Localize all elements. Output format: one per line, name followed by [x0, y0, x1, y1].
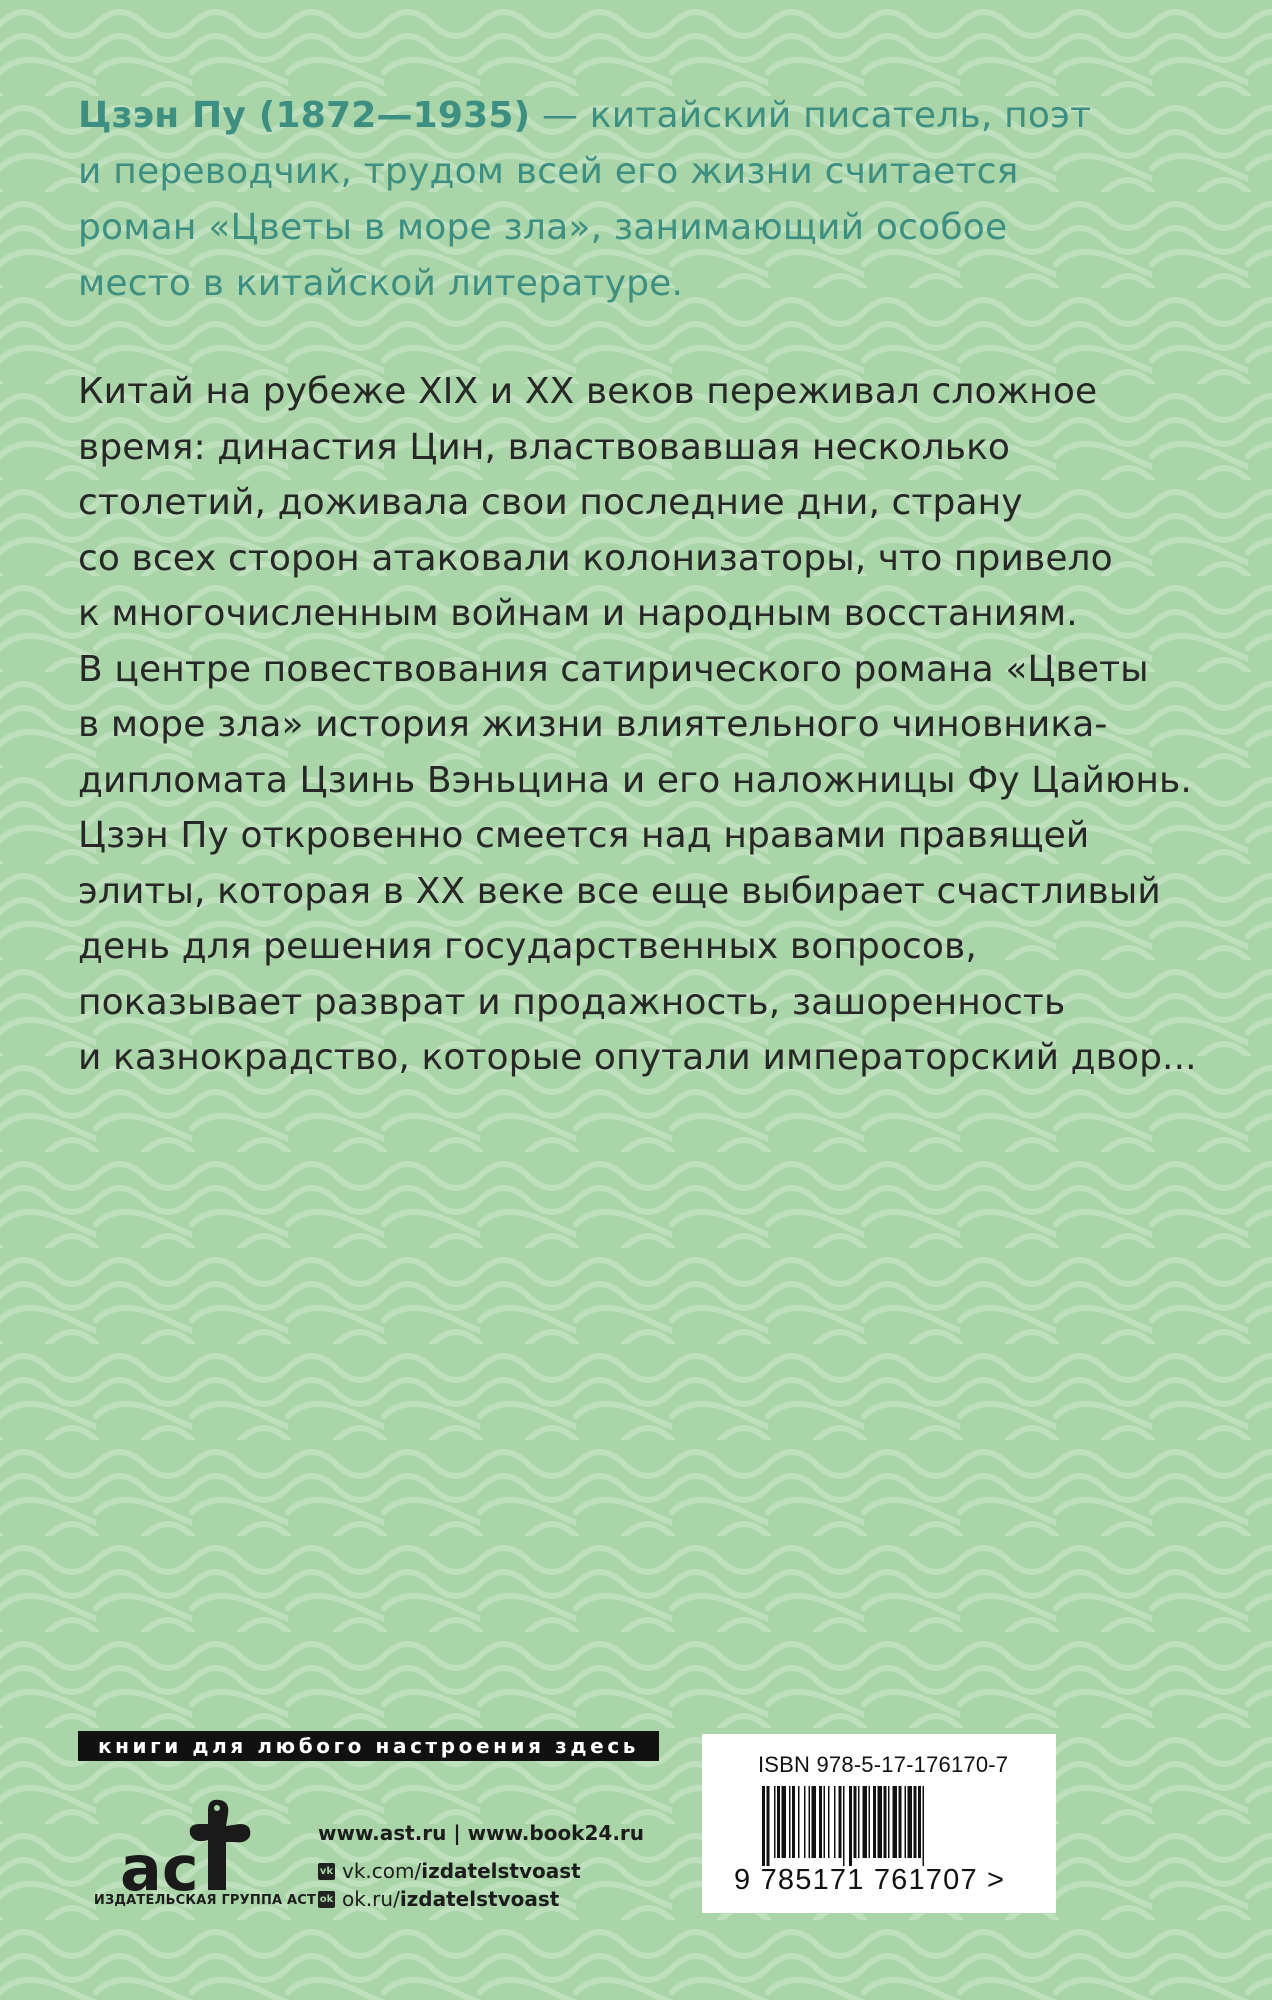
barcode-bar: [863, 1786, 868, 1858]
barcode-bar: [873, 1786, 876, 1858]
barcode-digits: 9 785171 761707 >: [734, 1864, 1006, 1896]
description-line: В центре повествования сатирического романа «Цветы: [78, 648, 1149, 690]
vk-link-handle: izdatelstvoast: [421, 1859, 581, 1883]
description-line: показывает разврат и продажность, зашоренность: [78, 981, 1066, 1023]
book-description: [78, 364, 1238, 1086]
barcode-bar: [812, 1786, 817, 1858]
barcode-bar: [819, 1786, 822, 1858]
description-line: и казнокрадство, которые опутали императорский двор...: [78, 1037, 1197, 1078]
barcode-bar: [824, 1786, 826, 1858]
barcode-bar: [905, 1786, 907, 1858]
barcode-bar: [914, 1786, 917, 1858]
barcode-bar: [762, 1786, 765, 1866]
author-blurb: [78, 88, 1228, 312]
vk-link-prefix: vk.com/: [342, 1859, 422, 1883]
barcode-bar: [809, 1786, 811, 1858]
barcode-bar: [782, 1786, 787, 1858]
description-line: Китай на рубеже XIX и XX веков переживал сложное: [78, 371, 1098, 412]
description-line: со всех сторон атаковали колонизаторы, что привело: [78, 537, 1113, 579]
barcode-bar: [858, 1786, 860, 1858]
barcode-bar: [804, 1786, 806, 1858]
barcode-bar: [798, 1786, 800, 1858]
barcode-bar: [899, 1786, 902, 1858]
description-line: к многочисленным войнам и народным восстаниям.: [78, 593, 1078, 634]
tagline-banner: книги для любого настроения здесь: [78, 1731, 659, 1761]
barcode-bar: [869, 1786, 871, 1858]
ok-icon: ok: [318, 1891, 335, 1908]
publisher-websites[interactable]: www.ast.ru | www.book24.ru: [318, 1821, 645, 1845]
barcode-bar: [843, 1786, 845, 1866]
logo-text: ac: [120, 1832, 199, 1905]
description-line: время: династия Цин, властвовавшая несколько: [78, 426, 1011, 468]
barcode-bar: [834, 1786, 836, 1858]
description-line: Цзэн Пу откровенно смеется над нравами правящей: [78, 815, 1090, 856]
barcode-bar: [854, 1786, 857, 1858]
barcode-bar: [884, 1786, 887, 1858]
barcode-bar: [923, 1786, 925, 1866]
description-line: дипломата Цзинь Вэньцина и его наложницы Фу Цайюнь.: [78, 759, 1192, 801]
barcode-bar: [777, 1786, 780, 1858]
ok-link-prefix: ok.ru/: [342, 1887, 400, 1911]
blurb-line: место в китайской литературе.: [78, 263, 684, 304]
blurb-line: и переводчик, трудом всей его жизни считается: [78, 151, 1019, 192]
barcode-bar: [878, 1786, 883, 1858]
description-line: элиты, которая в XX веке все еще выбирает счастливый: [78, 870, 1161, 912]
publisher-imprint: ИЗДАТЕЛЬСКАЯ ГРУППА АСТ: [93, 1893, 317, 1908]
isbn-label: ISBN 978-5-17-176170-7: [758, 1752, 1009, 1777]
barcode-box: [702, 1734, 1056, 1913]
blurb-line: — китайский писатель, поэт: [530, 95, 1092, 136]
blurb-line: роман «Цветы в море зла», занимающий особое: [78, 207, 1008, 248]
description-line: в море зла» история жизни влиятельного чиновника-: [78, 704, 1108, 745]
barcode-bar: [918, 1786, 921, 1858]
barcode-bar: [888, 1786, 890, 1858]
barcode-bar: [792, 1786, 795, 1858]
description-line: день для решения государственных вопросов,: [78, 926, 977, 967]
barcode-bar: [849, 1786, 852, 1866]
barcode-bar: [789, 1786, 791, 1858]
barcode-bar: [774, 1786, 776, 1858]
barcode: [762, 1786, 1002, 1866]
barcode-bar: [893, 1786, 898, 1858]
barcode-bar: [839, 1786, 842, 1858]
publisher-links: [318, 1820, 644, 1912]
description-line: столетий, доживала свои последние дни, страну: [78, 482, 1023, 523]
author-name: Цзэн Пу (1872—1935): [78, 95, 531, 136]
ok-link[interactable]: [318, 1886, 644, 1912]
logo-figure: [190, 1800, 251, 1890]
ok-link-handle: izdatelstvoast: [399, 1887, 560, 1911]
vk-link[interactable]: [318, 1858, 644, 1884]
barcode-bar: [767, 1786, 770, 1866]
barcode-bar: [908, 1786, 913, 1858]
barcode-bar: [828, 1786, 830, 1858]
vk-icon: vk: [318, 1863, 335, 1880]
